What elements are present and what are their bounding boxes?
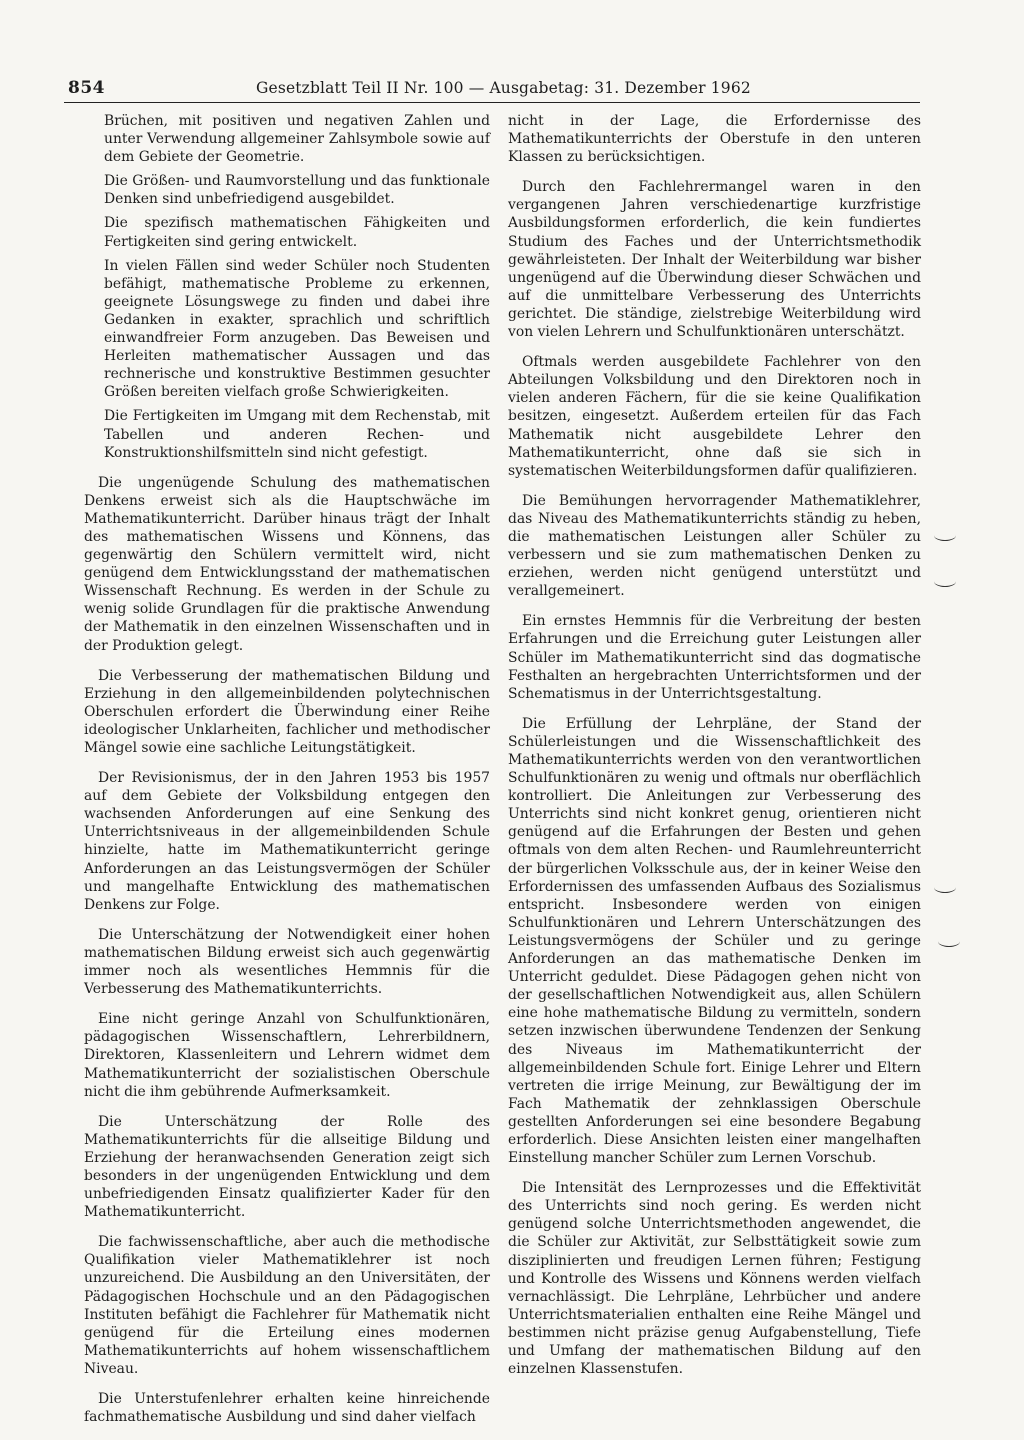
- paragraph: Oftmals werden ausgebildete Fachlehrer von den Abteilungen Volksbildung und den Direktoren noch in vielen anderen Fächern, für die sie keine Qualifikation besitzen, eingesetzt. Außerdem erteilen für das Fach Mathematik nicht ausgebildete Lehrer den Mathematikunterricht, ohne daß sie sich in systematischen Weiterbildungsformen dafür qualifizieren.: [508, 354, 921, 479]
- page-number: 854: [68, 78, 105, 98]
- paragraph: nicht in der Lage, die Erfordernisse des Mathematikunterrichts der Oberstufe in den unteren Klassen zu berücksichtigen.: [508, 113, 921, 166]
- paragraph: Eine nicht geringe Anzahl von Schulfunktionären, pädagogischen Wissenschaftlern, Lehrerbildnern, Direktoren, Klassenleitern und Lehrern widmet dem Mathematikunterricht der sozialistischen Oberschule nicht die ihm gebührende Aufmerksamkeit.: [84, 1011, 490, 1100]
- paragraph: Die Erfüllung der Lehrpläne, der Stand der Schülerleistungen und die Wissenschaftlichkeit des Mathematikunterrichts werden von den verantwortlichen Schulfunktionären zu wenig und oftmals nur oberflächlich kontrolliert. Die Anleitungen zur Verbesserung des Unterrichts sind nicht konkret genug, orientieren nicht genügend auf die Erfahrungen der Besten und gehen oftmals von dem alten Rechen- und Raumlehreunterricht der bürgerlichen Volksschule aus, der in keiner Weise den Erfordernissen des umfassenden Aufbaus des Sozialismus entspricht. Insbesondere werden von einigen Schulfunktionären und Lehrern Unterschätzungen des Leistungsvermögens der Schüler und zu geringe Anforderungen an das mathematische Denken im Unterricht geduldet. Diese Pädagogen gehen nicht von der gesellschaftlichen Notwendigkeit aus, allen Schülern eine hohe mathematische Bildung zu vermitteln, sondern setzen inzwischen überwundene Tendenzen der Senkung des Niveaus im Mathematikunterricht der allgemeinbildenden Schule fort. Einige Lehrer und Eltern vertreten die irrige Meinung, zur Bewältigung der im Fach Mathematik der zehnklassigen Oberschule gestellten Anforderungen sei eine besondere Begabung erforderlich. Diese Ansichten leisten einer mangelhaften Einstellung mancher Schüler zum Lernen Vorschub.: [508, 715, 921, 1167]
- paragraph: Die Unterschätzung der Rolle des Mathematikunterrichts für die allseitige Bildung und Erziehung der heranwachsenden Generation zeigt sich besonders in der ungenügenden Entwicklung und dem unbefriedigenden Einsatz qualifizierter Kader für den Mathematikunterricht.: [84, 1113, 490, 1221]
- paragraph: Die ungenügende Schulung des mathematischen Denkens erweist sich als die Hauptschwäche im Mathematikunterricht. Darüber hinaus trägt der Inhalt des mathematischen Wissens und Könnens, das gegenwärtig den Schülern vermittelt wird, nicht genügend dem Entwicklungsstand der mathematischen Wissenschaft Rechnung. Es werden in der Schule zu wenig solide Grundlagen für die praktische Anwendung der Mathematik in den einzelnen Wissenschaften und in der Produktion gelegt.: [84, 474, 490, 654]
- right-column: [508, 112, 921, 1390]
- paragraph: Die Unterschätzung der Notwendigkeit einer hohen mathematischen Bildung erweist sich auch gegenwärtig immer noch als wesentliches Hemmnis für die Verbesserung des Mathematikunterrichts.: [84, 926, 490, 998]
- paragraph: Ein ernstes Hemmnis für die Verbreitung der besten Erfahrungen und die Erreichung guter Leistungen aller Schüler im Mathematikunterricht sind das dogmatische Festhalten an hergebrachten Unterrichtsformen und der Schematismus in der Unterrichtsgestaltung.: [508, 613, 921, 702]
- margin-pencil-mark: [938, 936, 960, 947]
- margin-pencil-mark: [934, 530, 956, 541]
- paragraph: Die Unterstufenlehrer erhalten keine hinreichende fachmathematische Ausbildung und sind daher vielfach: [84, 1391, 490, 1426]
- paragraph: Die Fertigkeiten im Umgang mit dem Rechenstab, mit Tabellen und anderen Rechen- und Konstruktionshilfsmitteln sind nicht gefestigt.: [104, 408, 490, 461]
- margin-pencil-mark: [934, 576, 956, 587]
- page-header: [64, 76, 920, 103]
- paragraph: Die Größen- und Raumvorstellung und das funktionale Denken sind unbefriedigend ausgebildet.: [104, 173, 490, 208]
- paragraph: Durch den Fachlehrermangel waren in den vergangenen Jahren verschiedenartige kurzfristige Ausbildungsformen erforderlich, die kein fundiertes Studium des Faches und der Unterrichtsmethodik gewährleisteten. Der Inhalt der Weiterbildung war bisher ungenügend auf die Überwindung dieser Schwächen und auf die unmittelbare Verbesserung des Unterrichts gerichtet. Die ständige, zielstrebige Weiterbildung wird von vielen Lehrern und Schulfunktionären unterschätzt.: [508, 179, 921, 341]
- paragraph: Die spezifisch mathematischen Fähigkeiten und Fertigkeiten sind gering entwickelt.: [104, 215, 490, 250]
- paragraph: Die Verbesserung der mathematischen Bildung und Erziehung in den allgemeinbildenden polytechnischen Oberschulen erfordert die Überwindung einer Reihe ideologischer Unklarheiten, fachlicher und methodischer Mängel sowie eine sachliche Leitungstätigkeit.: [84, 667, 490, 756]
- left-column: [84, 112, 490, 1438]
- paragraph: Der Revisionismus, der in den Jahren 1953 bis 1957 auf dem Gebiete der Volksbildung entgegen den wachsenden Anforderungen auf eine Senkung des Unterrichtsniveaus in der allgemeinbildenden Schule hinzielte, hatte im Mathematikunterricht geringe Anforderungen an das Leistungsvermögen der Schüler und mangelhafte Entwicklung des mathematischen Denkens zur Folge.: [84, 770, 490, 913]
- paragraph: In vielen Fällen sind weder Schüler noch Studenten befähigt, mathematische Probleme zu erkennen, geeignete Lösungswege zu finden und dabei ihre Gedanken in exakter, sprachlich und schriftlich einwandfreier Form anzugeben. Das Beweisen und Herleiten mathematischer Aussagen und das rechnerische und konstruktive Bestimmen gesuchter Größen bereiten vielfach große Schwierigkeiten.: [104, 257, 490, 401]
- paragraph: Die Intensität des Lernprozesses und die Effektivität des Unterrichts sind noch gering. Es werden nicht genügend solche Unterrichtsmethoden angewendet, die die Schüler zur Aktivität, zur Selbsttätigkeit sowie zum disziplinierten und freudigen Lernen führen; Festigung und Kontrolle des Wissens und Könnens werden vielfach vernachlässigt. Die Lehrpläne, Lehrbücher und andere Unterrichtsmaterialien enthalten eine Reihe Mängel und bestimmen nicht präzise genug Aufgabenstellung, Tiefe und Umfang der mathematischen Bildung auf den einzelnen Klassenstufen.: [508, 1180, 921, 1378]
- paragraph: Brüchen, mit positiven und negativen Zahlen und unter Verwendung allgemeiner Zahlsymbole sowie auf dem Gebiete der Geometrie.: [104, 113, 490, 166]
- paragraph: Die Bemühungen hervorragender Mathematiklehrer, das Niveau des Mathematikunterrichts ständig zu heben, die mathematischen Leistungen aller Schüler zu verbessern und sie zum mathematischen Denken zu erziehen, werden nicht genügend unterstützt und verallgemeinert.: [508, 492, 921, 600]
- running-title: Gesetzblatt Teil II Nr. 100 — Ausgabetag: 31. Dezember 1962: [256, 79, 751, 97]
- paragraph: Die fachwissenschaftliche, aber auch die methodische Qualifikation vieler Mathematiklehrer ist noch unzureichend. Die Ausbildung an den Universitäten, der Pädagogischen Hochschule und an den Pädagogischen Instituten befähigt die Fachlehrer für Mathematik nicht genügend für die Erteilung eines modernen Mathematikunterrichts auf hohem wissenschaftlichem Niveau.: [84, 1234, 490, 1377]
- margin-pencil-mark: [934, 882, 956, 893]
